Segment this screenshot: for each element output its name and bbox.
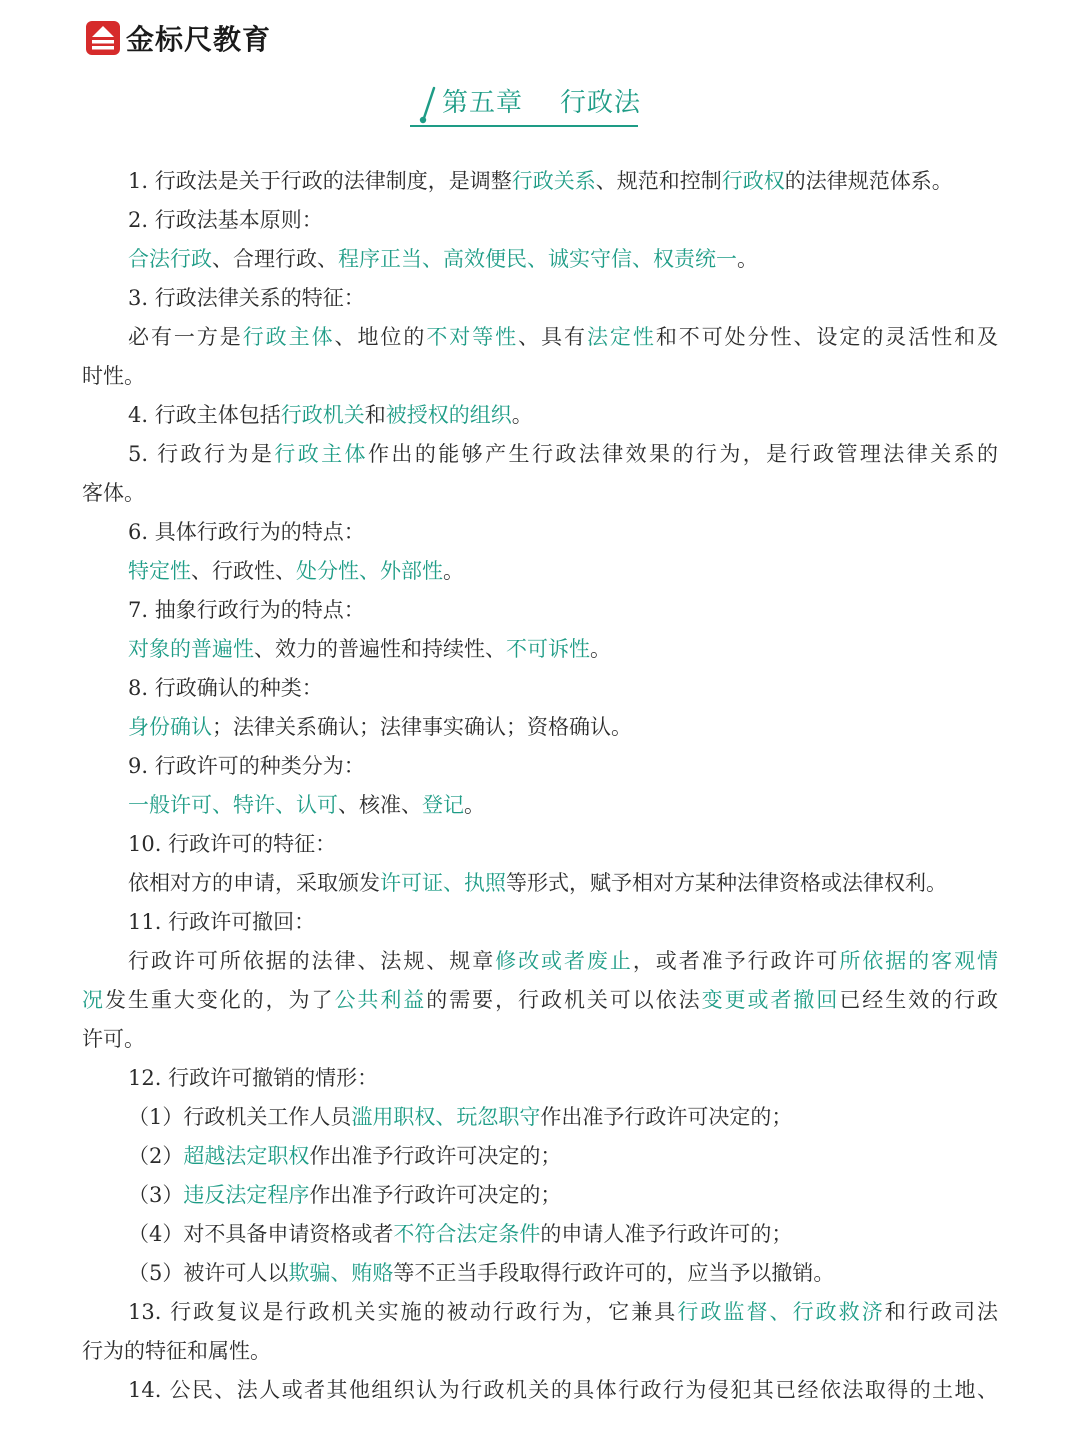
text-segment: ；法律关系确认；法律事实确认；资格确认。	[212, 715, 632, 739]
text-segment: （5）被许可人以	[128, 1261, 289, 1285]
text-segment: 许可。	[82, 1027, 145, 1051]
text-segment: 。	[590, 637, 611, 661]
highlighted-term: 不可诉性	[506, 637, 590, 661]
highlighted-term: 一般许可、特许、认可	[128, 793, 338, 817]
text-line	[82, 240, 998, 279]
text-segment: 作出的能够产生行政法律效果的行为，是行政管理法律关系的	[367, 442, 999, 466]
text-segment: 的申请人准予行政许可的；	[540, 1222, 793, 1246]
highlighted-term: 行政权	[721, 169, 785, 193]
text-segment: 、核准、	[338, 793, 422, 817]
text-line	[82, 1371, 998, 1410]
text-segment: 10. 行政许可的特征：	[128, 832, 337, 856]
highlighted-term: 行政主体	[274, 442, 368, 466]
highlighted-term: 行政主体	[242, 325, 335, 349]
text-segment: 依相对方的申请，采取颁发	[128, 871, 380, 895]
text-segment: 的法律规范体系。	[784, 169, 953, 193]
text-line	[82, 747, 998, 786]
text-line	[82, 279, 998, 318]
highlighted-term: 行政监督、行政救济	[677, 1300, 885, 1324]
text-segment: 6. 具体行政行为的特点：	[128, 520, 365, 544]
text-segment: 1. 行政法是关于行政的法律制度，是调整	[128, 169, 512, 193]
text-segment: 已经生效的行政	[839, 988, 999, 1012]
text-segment: 、行政性、	[191, 559, 296, 583]
text-segment: 11. 行政许可撤回：	[128, 910, 316, 934]
text-segment: 作出准予行政许可决定的；	[309, 1144, 562, 1168]
text-segment: 。	[511, 403, 533, 427]
text-segment: 12. 行政许可撤销的情形：	[128, 1066, 379, 1090]
brand-logo	[86, 18, 271, 58]
highlighted-term: 程序正当、高效便民、诚实守信、权责统一	[338, 247, 737, 271]
highlighted-term: 合法行政	[128, 247, 212, 271]
text-line	[82, 552, 998, 591]
text-segment: 作出准予行政许可决定的；	[540, 1105, 793, 1129]
text-segment: 等不正当手段取得行政许可的，应当予以撤销。	[393, 1261, 835, 1285]
text-line	[82, 1137, 998, 1176]
text-segment: 的需要，行政机关可以依法	[426, 988, 702, 1012]
text-line	[82, 435, 998, 474]
text-line	[82, 630, 998, 669]
text-line	[82, 1254, 998, 1293]
text-line	[82, 1176, 998, 1215]
text-line	[82, 1020, 998, 1059]
text-segment: 行为的特征和属性。	[82, 1339, 271, 1363]
text-segment: （3）	[128, 1183, 184, 1207]
text-segment: 行政许可所依据的法律、法规、规章	[128, 949, 496, 973]
chapter-heading	[410, 80, 640, 130]
highlighted-term: 公共利益	[334, 988, 427, 1012]
text-line	[82, 357, 998, 396]
text-segment: 和不可处分性、设定的灵活性和及	[655, 325, 999, 349]
highlighted-term: 许可证、执照	[380, 871, 506, 895]
text-segment: 等形式，赋予相对方某种法律资格或法律权利。	[506, 871, 947, 895]
text-segment: 作出准予行政许可决定的；	[309, 1183, 562, 1207]
text-segment: 和行政司法	[884, 1300, 999, 1324]
text-line	[82, 474, 998, 513]
highlighted-term: 不对等性	[426, 325, 519, 349]
highlighted-term: 行政机关	[280, 403, 365, 427]
text-line	[82, 1098, 998, 1137]
highlighted-term: 所依据的客观情	[839, 949, 999, 973]
text-line	[82, 162, 998, 201]
text-segment: 和	[364, 403, 386, 427]
text-segment: （4）对不具备申请资格或者	[128, 1222, 394, 1246]
text-segment: （1）行政机关工作人员	[128, 1105, 352, 1129]
text-line	[82, 1215, 998, 1254]
highlighted-term: 修改或者废止	[495, 949, 633, 973]
text-segment: 5. 行政行为是	[128, 442, 275, 466]
text-line	[82, 1332, 998, 1371]
text-segment: 、具有	[518, 325, 587, 349]
text-segment: 时性。	[82, 364, 145, 388]
text-segment: 发生重大变化的，为了	[104, 988, 335, 1012]
text-line	[82, 513, 998, 552]
highlighted-term: 滥用职权、玩忽职守	[351, 1105, 541, 1129]
text-line	[82, 708, 998, 747]
text-line	[82, 396, 998, 435]
highlighted-term: 特定性	[128, 559, 191, 583]
highlighted-term: 登记	[422, 793, 464, 817]
highlighted-term: 违反法定程序	[183, 1183, 310, 1207]
highlighted-term: 法定性	[586, 325, 656, 349]
text-line	[82, 903, 998, 942]
text-segment: ，或者准予行政许可	[632, 949, 840, 973]
highlighted-term: 不符合法定条件	[393, 1222, 541, 1246]
text-segment: 、效力的普遍性和持续性、	[254, 637, 506, 661]
text-line	[82, 942, 998, 981]
text-segment: 、合理行政、	[212, 247, 338, 271]
text-segment: 、规范和控制	[595, 169, 722, 193]
text-line	[82, 669, 998, 708]
highlighted-term: 被授权的组织	[385, 403, 512, 427]
text-line	[82, 981, 998, 1020]
text-line	[82, 318, 998, 357]
text-segment: 、地位的	[334, 325, 427, 349]
text-segment: 3. 行政法律关系的特征：	[128, 286, 365, 310]
text-line	[82, 591, 998, 630]
text-segment: 9. 行政许可的种类分为：	[128, 754, 365, 778]
highlighted-term: 处分性、外部性	[296, 559, 443, 583]
highlighted-term: 身份确认	[128, 715, 212, 739]
highlighted-term: 超越法定职权	[183, 1144, 310, 1168]
text-segment: 客体。	[82, 481, 145, 505]
text-line	[82, 825, 998, 864]
text-segment: 14. 公民、法人或者其他组织认为行政机关的具体行政行为侵犯其已经依法取得的土地、	[128, 1378, 998, 1402]
text-line	[82, 1293, 998, 1332]
text-line	[82, 201, 998, 240]
text-segment: 。	[737, 247, 758, 271]
text-line	[82, 864, 998, 903]
text-segment: 。	[464, 793, 485, 817]
text-segment: 2. 行政法基本原则：	[128, 208, 323, 232]
logo-icon	[86, 21, 120, 55]
text-line	[82, 1059, 998, 1098]
text-segment: 7. 抽象行政行为的特点：	[128, 598, 365, 622]
text-segment: 4. 行政主体包括	[128, 403, 281, 427]
notes-body	[82, 162, 998, 1410]
text-segment: 必有一方是	[128, 325, 243, 349]
highlighted-term: 行政关系	[511, 169, 596, 193]
highlighted-term: 对象的普遍性	[128, 637, 254, 661]
highlighted-term: 况	[82, 988, 105, 1012]
chapter-title: 第五章 行政法	[442, 88, 642, 118]
brand-name: 金标尺教育	[126, 23, 272, 56]
text-segment: 。	[443, 559, 464, 583]
text-line	[82, 786, 998, 825]
text-segment: 8. 行政确认的种类：	[128, 676, 323, 700]
text-segment: （2）	[128, 1144, 184, 1168]
text-segment: 13. 行政复议是行政机关实施的被动行政行为，它兼具	[128, 1300, 678, 1324]
highlighted-term: 欺骗、贿赂	[288, 1261, 394, 1285]
highlighted-term: 变更或者撤回	[701, 988, 840, 1012]
